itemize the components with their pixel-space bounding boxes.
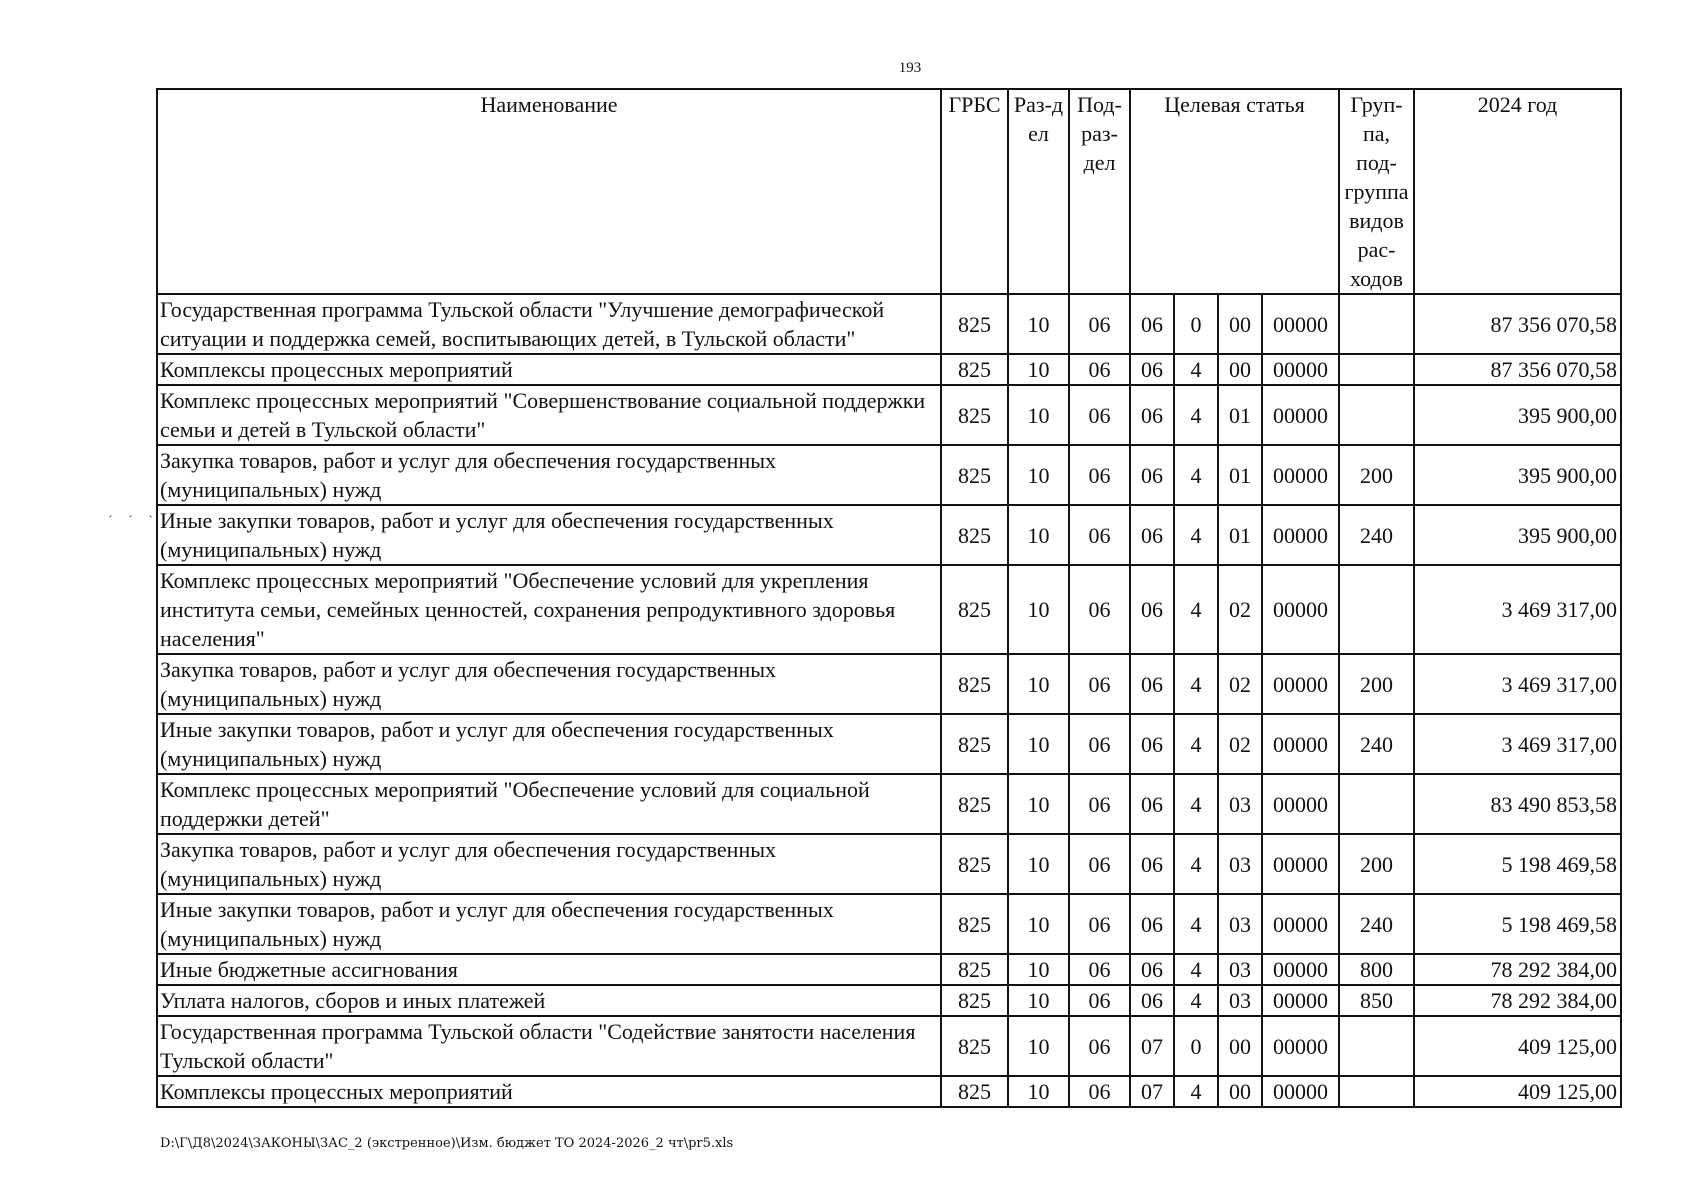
row-name: Уплата налогов, сборов и иных платежей	[157, 985, 941, 1016]
row-podrazdel: 06	[1069, 294, 1130, 354]
row-name: Государственная программа Тульской области "Содействие занятости населения Тульской области"	[157, 1016, 941, 1076]
file-path-footer: D:\Г\Д8\2024\ЗАКОНЫ\ЗАС_2 (экстренное)\Изм. бюджет ТО 2024-2026_2 чт\pr5.xls	[160, 1136, 734, 1151]
row-celevaya-complex: 00	[1218, 354, 1262, 385]
row-celevaya-type: 4	[1174, 354, 1218, 385]
row-celevaya-direction: 00000	[1262, 954, 1339, 985]
row-grbs: 825	[941, 354, 1008, 385]
row-podrazdel: 06	[1069, 385, 1130, 445]
row-celevaya-type: 4	[1174, 714, 1218, 774]
row-amount-2024: 395 900,00	[1414, 505, 1621, 565]
row-celevaya-complex: 01	[1218, 505, 1262, 565]
row-amount-2024: 5 198 469,58	[1414, 894, 1621, 954]
row-grbs: 825	[941, 385, 1008, 445]
row-razdel: 10	[1008, 1016, 1069, 1076]
row-podrazdel: 06	[1069, 714, 1130, 774]
row-celevaya-type: 4	[1174, 505, 1218, 565]
row-grbs: 825	[941, 834, 1008, 894]
row-celevaya-complex: 00	[1218, 1076, 1262, 1107]
row-grbs: 825	[941, 714, 1008, 774]
row-razdel: 10	[1008, 834, 1069, 894]
row-grbs: 825	[941, 774, 1008, 834]
row-podrazdel: 06	[1069, 774, 1130, 834]
row-name: Иные бюджетные ассигнования	[157, 954, 941, 985]
header-gruppa-text: Груп-па, под-группа видов рас-ходов	[1344, 92, 1409, 291]
row-amount-2024: 395 900,00	[1414, 445, 1621, 505]
row-celevaya-complex: 03	[1218, 894, 1262, 954]
row-celevaya-program: 06	[1130, 954, 1174, 985]
header-gruppa	[1339, 89, 1414, 294]
row-celevaya-type: 4	[1174, 445, 1218, 505]
table-row	[157, 385, 1621, 445]
row-vid-rashodov	[1339, 565, 1414, 654]
table-row	[157, 985, 1621, 1016]
row-grbs: 825	[941, 1016, 1008, 1076]
row-vid-rashodov	[1339, 294, 1414, 354]
table-row	[157, 505, 1621, 565]
row-podrazdel: 06	[1069, 894, 1130, 954]
row-podrazdel: 06	[1069, 954, 1130, 985]
row-celevaya-program: 06	[1130, 834, 1174, 894]
row-vid-rashodov	[1339, 385, 1414, 445]
row-podrazdel: 06	[1069, 565, 1130, 654]
row-celevaya-type: 4	[1174, 834, 1218, 894]
row-celevaya-complex: 01	[1218, 385, 1262, 445]
row-vid-rashodov: 200	[1339, 834, 1414, 894]
row-vid-rashodov: 850	[1339, 985, 1414, 1016]
row-celevaya-program: 06	[1130, 714, 1174, 774]
row-razdel: 10	[1008, 654, 1069, 714]
row-celevaya-program: 06	[1130, 385, 1174, 445]
row-name: Иные закупки товаров, работ и услуг для обеспечения государственных (муниципальных) нужд	[157, 894, 941, 954]
row-name: Комплексы процессных мероприятий	[157, 354, 941, 385]
row-celevaya-complex: 03	[1218, 985, 1262, 1016]
row-name: Комплекс процессных мероприятий "Обеспечение условий для социальной поддержки детей"	[157, 774, 941, 834]
header-celevaya-statya: Целевая статья	[1130, 89, 1339, 294]
row-vid-rashodov: 200	[1339, 445, 1414, 505]
row-celevaya-type: 4	[1174, 1076, 1218, 1107]
row-celevaya-direction: 00000	[1262, 445, 1339, 505]
row-celevaya-direction: 00000	[1262, 565, 1339, 654]
table-row	[157, 774, 1621, 834]
table-row	[157, 954, 1621, 985]
table-body	[157, 294, 1621, 1107]
row-celevaya-direction: 00000	[1262, 834, 1339, 894]
table-row	[157, 834, 1621, 894]
header-name: Наименование	[157, 89, 941, 294]
scan-margin-marks: ´ ´ `	[108, 514, 159, 529]
row-name: Комплекс процессных мероприятий "Совершенствование социальной поддержки семьи и детей в Тульской области"	[157, 385, 941, 445]
row-celevaya-complex: 03	[1218, 834, 1262, 894]
row-razdel: 10	[1008, 385, 1069, 445]
row-celevaya-program: 06	[1130, 654, 1174, 714]
row-razdel: 10	[1008, 954, 1069, 985]
row-podrazdel: 06	[1069, 354, 1130, 385]
row-celevaya-type: 4	[1174, 565, 1218, 654]
row-name: Иные закупки товаров, работ и услуг для обеспечения государственных (муниципальных) нужд	[157, 505, 941, 565]
row-celevaya-direction: 00000	[1262, 1016, 1339, 1076]
table-row	[157, 294, 1621, 354]
row-grbs: 825	[941, 565, 1008, 654]
row-razdel: 10	[1008, 1076, 1069, 1107]
budget-table	[156, 88, 1622, 1108]
row-celevaya-direction: 00000	[1262, 294, 1339, 354]
row-grbs: 825	[941, 445, 1008, 505]
row-amount-2024: 87 356 070,58	[1414, 354, 1621, 385]
row-grbs: 825	[941, 294, 1008, 354]
row-celevaya-type: 4	[1174, 654, 1218, 714]
row-podrazdel: 06	[1069, 834, 1130, 894]
row-celevaya-complex: 01	[1218, 445, 1262, 505]
row-celevaya-complex: 00	[1218, 1016, 1262, 1076]
row-celevaya-program: 06	[1130, 505, 1174, 565]
table-row	[157, 565, 1621, 654]
row-grbs: 825	[941, 954, 1008, 985]
row-celevaya-type: 4	[1174, 385, 1218, 445]
row-celevaya-complex: 03	[1218, 954, 1262, 985]
row-podrazdel: 06	[1069, 445, 1130, 505]
row-celevaya-program: 06	[1130, 985, 1174, 1016]
row-razdel: 10	[1008, 565, 1069, 654]
row-celevaya-type: 4	[1174, 985, 1218, 1016]
table-row	[157, 1076, 1621, 1107]
row-celevaya-program: 06	[1130, 354, 1174, 385]
row-grbs: 825	[941, 894, 1008, 954]
row-vid-rashodov	[1339, 1016, 1414, 1076]
row-amount-2024: 3 469 317,00	[1414, 654, 1621, 714]
header-podrazdel	[1069, 89, 1130, 294]
table-row	[157, 445, 1621, 505]
row-vid-rashodov	[1339, 354, 1414, 385]
header-grbs: ГРБС	[941, 89, 1008, 294]
table-row	[157, 354, 1621, 385]
row-grbs: 825	[941, 654, 1008, 714]
row-celevaya-program: 06	[1130, 894, 1174, 954]
row-celevaya-program: 06	[1130, 774, 1174, 834]
row-amount-2024: 395 900,00	[1414, 385, 1621, 445]
header-year: 2024 год	[1414, 89, 1621, 294]
page-number: 193	[898, 60, 922, 76]
row-celevaya-direction: 00000	[1262, 774, 1339, 834]
row-amount-2024: 3 469 317,00	[1414, 714, 1621, 774]
row-name: Комплексы процессных мероприятий	[157, 1076, 941, 1107]
row-celevaya-program: 06	[1130, 565, 1174, 654]
row-name: Государственная программа Тульской области "Улучшение демографической ситуации и поддержка семей, воспитывающих детей, в Тульской области"	[157, 294, 941, 354]
row-grbs: 825	[941, 505, 1008, 565]
row-celevaya-program: 06	[1130, 294, 1174, 354]
row-amount-2024: 409 125,00	[1414, 1016, 1621, 1076]
table-row	[157, 654, 1621, 714]
row-amount-2024: 5 198 469,58	[1414, 834, 1621, 894]
row-razdel: 10	[1008, 505, 1069, 565]
row-vid-rashodov	[1339, 1076, 1414, 1107]
table-header-row	[157, 89, 1621, 294]
row-name: Закупка товаров, работ и услуг для обеспечения государственных (муниципальных) нужд	[157, 654, 941, 714]
row-podrazdel: 06	[1069, 505, 1130, 565]
row-vid-rashodov: 800	[1339, 954, 1414, 985]
row-razdel: 10	[1008, 294, 1069, 354]
table-row	[157, 714, 1621, 774]
row-vid-rashodov: 240	[1339, 505, 1414, 565]
row-podrazdel: 06	[1069, 1076, 1130, 1107]
row-podrazdel: 06	[1069, 1016, 1130, 1076]
row-amount-2024: 83 490 853,58	[1414, 774, 1621, 834]
header-razdel-text: Раз-дел	[1013, 92, 1064, 146]
row-name: Иные закупки товаров, работ и услуг для обеспечения государственных (муниципальных) нужд	[157, 714, 941, 774]
row-razdel: 10	[1008, 774, 1069, 834]
header-razdel	[1008, 89, 1069, 294]
row-celevaya-type: 4	[1174, 954, 1218, 985]
row-celevaya-direction: 00000	[1262, 354, 1339, 385]
table-row	[157, 1016, 1621, 1076]
row-celevaya-type: 4	[1174, 894, 1218, 954]
row-celevaya-type: 0	[1174, 294, 1218, 354]
table-row	[157, 894, 1621, 954]
row-celevaya-program: 07	[1130, 1076, 1174, 1107]
row-celevaya-type: 0	[1174, 1016, 1218, 1076]
row-celevaya-direction: 00000	[1262, 654, 1339, 714]
row-name: Комплекс процессных мероприятий "Обеспечение условий для укрепления института семьи, семейных ценностей, сохранения репродуктивного здоровья населения"	[157, 565, 941, 654]
row-celevaya-direction: 00000	[1262, 714, 1339, 774]
row-amount-2024: 87 356 070,58	[1414, 294, 1621, 354]
row-amount-2024: 3 469 317,00	[1414, 565, 1621, 654]
row-celevaya-complex: 02	[1218, 565, 1262, 654]
row-celevaya-program: 07	[1130, 1016, 1174, 1076]
row-amount-2024: 409 125,00	[1414, 1076, 1621, 1107]
row-celevaya-complex: 02	[1218, 654, 1262, 714]
row-celevaya-direction: 00000	[1262, 385, 1339, 445]
row-celevaya-complex: 03	[1218, 774, 1262, 834]
row-vid-rashodov	[1339, 774, 1414, 834]
row-razdel: 10	[1008, 714, 1069, 774]
row-celevaya-direction: 00000	[1262, 894, 1339, 954]
row-celevaya-direction: 00000	[1262, 505, 1339, 565]
row-razdel: 10	[1008, 894, 1069, 954]
row-amount-2024: 78 292 384,00	[1414, 954, 1621, 985]
row-celevaya-type: 4	[1174, 774, 1218, 834]
row-podrazdel: 06	[1069, 654, 1130, 714]
row-name: Закупка товаров, работ и услуг для обеспечения государственных (муниципальных) нужд	[157, 445, 941, 505]
row-name: Закупка товаров, работ и услуг для обеспечения государственных (муниципальных) нужд	[157, 834, 941, 894]
row-celevaya-complex: 02	[1218, 714, 1262, 774]
row-razdel: 10	[1008, 985, 1069, 1016]
row-podrazdel: 06	[1069, 985, 1130, 1016]
row-amount-2024: 78 292 384,00	[1414, 985, 1621, 1016]
row-celevaya-direction: 00000	[1262, 1076, 1339, 1107]
row-grbs: 825	[941, 985, 1008, 1016]
row-celevaya-complex: 00	[1218, 294, 1262, 354]
row-celevaya-program: 06	[1130, 445, 1174, 505]
row-vid-rashodov: 200	[1339, 654, 1414, 714]
row-vid-rashodov: 240	[1339, 714, 1414, 774]
row-celevaya-direction: 00000	[1262, 985, 1339, 1016]
row-razdel: 10	[1008, 354, 1069, 385]
row-grbs: 825	[941, 1076, 1008, 1107]
header-podrazdel-text: Под-раз-дел	[1077, 92, 1122, 175]
row-razdel: 10	[1008, 445, 1069, 505]
row-vid-rashodov: 240	[1339, 894, 1414, 954]
